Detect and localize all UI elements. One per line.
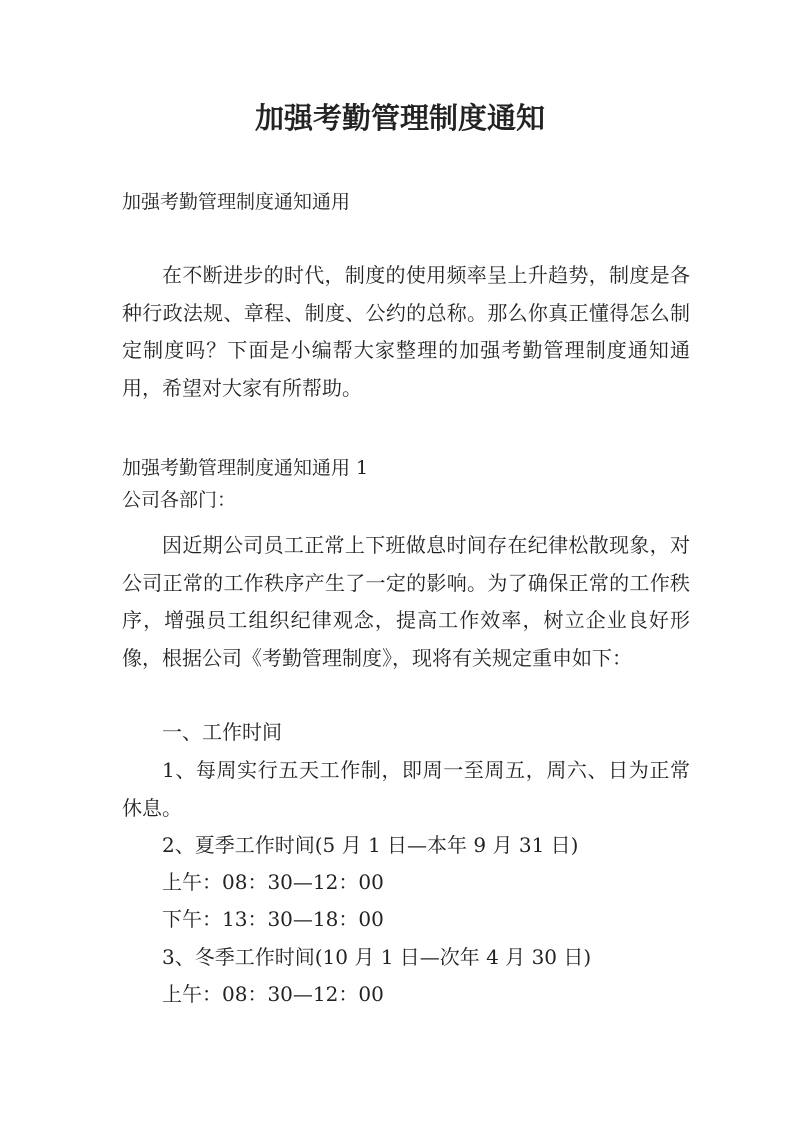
heading-work-time: 一、工作时间 xyxy=(162,720,282,744)
winter-morning-hours: 上午：08：30—12：00 xyxy=(162,982,384,1006)
salutation: 公司各部门： xyxy=(122,489,237,511)
list-item-2: 2、夏季工作时间(5 月 1 日—本年 9 月 31 日) xyxy=(162,833,579,857)
document-title: 加强考勤管理制度通知 xyxy=(254,101,545,135)
document-subtitle: 加强考勤管理制度通知通用 xyxy=(122,191,351,213)
section-heading: 加强考勤管理制度通知通用 1 xyxy=(122,457,369,479)
summer-afternoon-hours: 下午：13：30—18：00 xyxy=(162,907,384,931)
intro-paragraph: 在不断进步的时代，制度的使用频率呈上升趋势，制度是各种行政法规、章程、制度、公约的总称。那么你真正懂得怎么制定制度吗？下面是小编帮大家整理的加强考勤管理制度通知通用，希望对大家有所帮助。 xyxy=(122,263,690,400)
list-item-1: 1、每周实行五天工作制，即周一至周五，周六、日为正常休息。 xyxy=(122,758,690,820)
summer-morning-hours: 上午：08：30—12：00 xyxy=(162,870,384,894)
body-paragraph: 因近期公司员工正常上下班做息时间存在纪律松散现象，对公司正常的工作秩序产生了一定的影响。为了确保正常的工作秩序，增强员工组织纪律观念，提高工作效率，树立企业良好形像，根据公司《考勤管理制度》，现将有关规定重申如下： xyxy=(122,533,690,670)
list-item-3: 3、冬季工作时间(10 月 1 日—次年 4 月 30 日) xyxy=(162,945,592,969)
